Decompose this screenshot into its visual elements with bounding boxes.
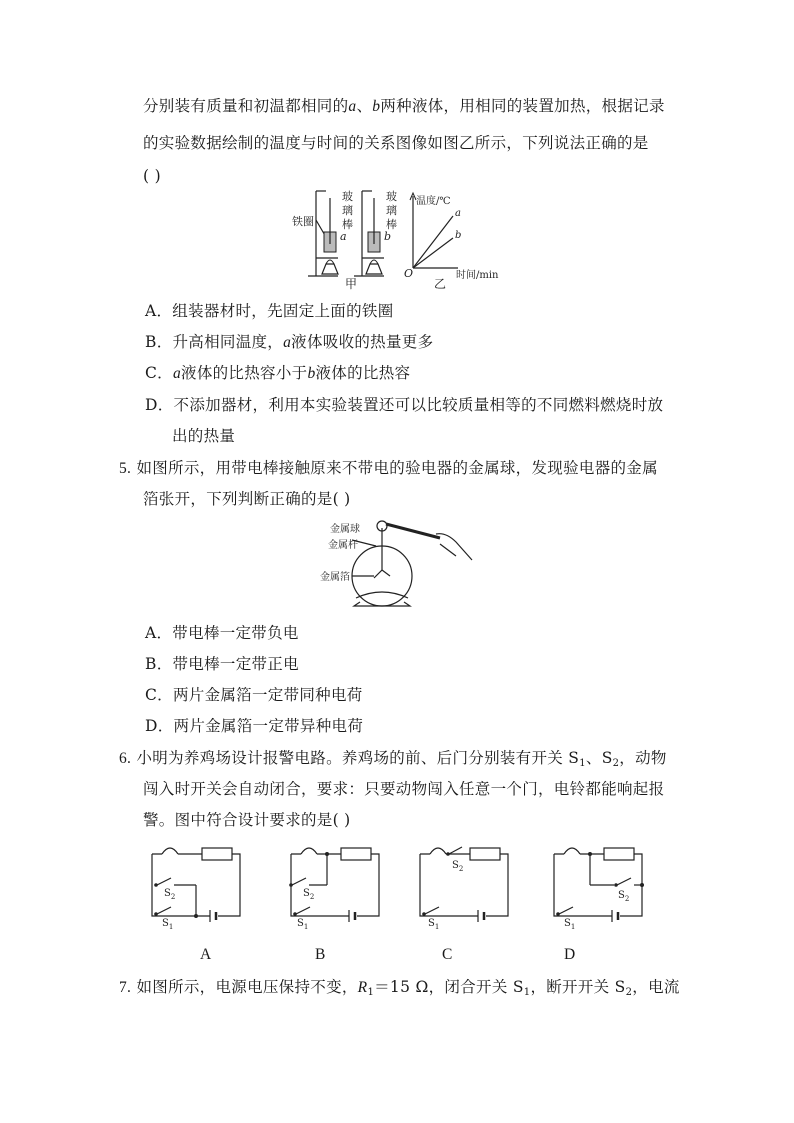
line-b-label: b [455, 230, 462, 241]
q4-option-b: B．升高相同温度，a液体吸收的热量更多 [145, 333, 434, 351]
q4-option-c: C．a液体的比热容小于b液体的比热容 [145, 364, 411, 382]
label-glass-rod-1c: 棒 [342, 218, 353, 231]
label-glass-rod-1a: 玻 [342, 190, 353, 203]
q5-option-d: D．两片金属箔一定带异种电荷 [145, 717, 364, 735]
q4-option-d-cont: 出的热量 [172, 427, 236, 445]
q6-stem-line2: 闯入时开关会自动闭合，要求：只要动物闯入任意一个门，电铃都能响起报 [143, 780, 665, 798]
circuit-b [283, 838, 393, 931]
label-metal-ball: 金属球 [330, 524, 360, 535]
switch-s1-label-a: $S_1$ [162, 918, 174, 931]
q4-stem-line1: 分别装有质量和初温都相同的a、b两种液体，用相同的装置加热，根据记录 [143, 97, 665, 115]
q6-stem-line1: 6. 小明为养鸡场设计报警电路。养鸡场的前、后门分别装有开关 $S_1$、$S_2$，动物 [119, 749, 667, 769]
q4-figure [280, 188, 520, 291]
origin-label: O [404, 267, 414, 280]
label-liquid-a: a [340, 230, 347, 243]
circuit-d [546, 838, 656, 931]
circuit-caption-c: C [442, 946, 453, 963]
circuit-caption-b: B [315, 946, 326, 963]
q4-stem-line2: 的实验数据绘制的温度与时间的关系图像如图乙所示，下列说法正确的是 [143, 134, 649, 152]
q4-option-a: A．组装器材时，先固定上面的铁圈 [145, 302, 394, 320]
label-glass-rod-2b: 璃 [386, 204, 397, 217]
label-liquid-b: b [384, 230, 392, 243]
circuit-a [144, 838, 254, 931]
circuit-caption-d: D [564, 946, 576, 963]
switch-s2-label-a: $S_2$ [164, 888, 176, 901]
switch-s2-label-b: $S_2$ [303, 888, 315, 901]
foil-right [382, 570, 390, 576]
switch-s1-label-b: $S_1$ [297, 918, 309, 931]
label-iron-ring: 铁圈 [292, 215, 314, 228]
q7-stem-line1: 7. 如图所示，电源电压保持不变，$R_1=15$ Ω，闭合开关 $S_1$，断开开关 $S_2$，电流 [119, 978, 680, 998]
switch-s2-label-c: $S_2$ [452, 860, 464, 873]
q6-stem-line3: 警。图中符合设计要求的是( ) [143, 811, 351, 829]
label-glass-rod-2c: 棒 [386, 218, 397, 231]
caption-jia: 甲 [345, 277, 358, 291]
q5-option-a: A．带电棒一定带负电 [145, 624, 299, 642]
q5-electroscope-figure [316, 512, 486, 608]
y-axis-label: 温度/℃ [416, 196, 451, 207]
x-axis-label: 时间/min [456, 270, 499, 281]
foil-left [374, 570, 382, 578]
stand-1 [308, 191, 338, 276]
circuit-caption-a: A [200, 946, 212, 963]
q5-stem-line2: 箔张开，下列判断正确的是( ) [143, 490, 351, 508]
q5-option-b: B．带电棒一定带正电 [145, 655, 299, 673]
q5-option-c: C．两片金属箔一定带同种电荷 [145, 686, 363, 704]
caption-yi: 乙 [434, 277, 447, 291]
switch-s2-label-d: $S_2$ [618, 890, 630, 903]
label-metal-rod: 金属杆 [328, 540, 358, 551]
electroscope-base [354, 602, 410, 606]
q4-answer-bracket: ( ) [143, 167, 161, 185]
hand [436, 534, 472, 560]
switch-s1-label-d: $S_1$ [564, 918, 576, 931]
charged-rod [386, 524, 440, 538]
line-a-label: a [455, 208, 461, 219]
switch-s1-label-c: $S_1$ [428, 918, 440, 931]
circuit-c [412, 838, 522, 931]
stand-2 [354, 191, 384, 276]
label-metal-foil: 金属箔 [320, 572, 350, 583]
q4-option-d: D．不添加器材，利用本实验装置还可以比较质量相等的不同燃料燃烧时放 [145, 396, 664, 414]
label-glass-rod-2a: 玻 [386, 190, 397, 203]
label-glass-rod-1b: 璃 [342, 204, 353, 217]
q5-stem-line1: 5. 如图所示，用带电棒接触原来不带电的验电器的金属球，发现验电器的金属 [119, 459, 658, 477]
